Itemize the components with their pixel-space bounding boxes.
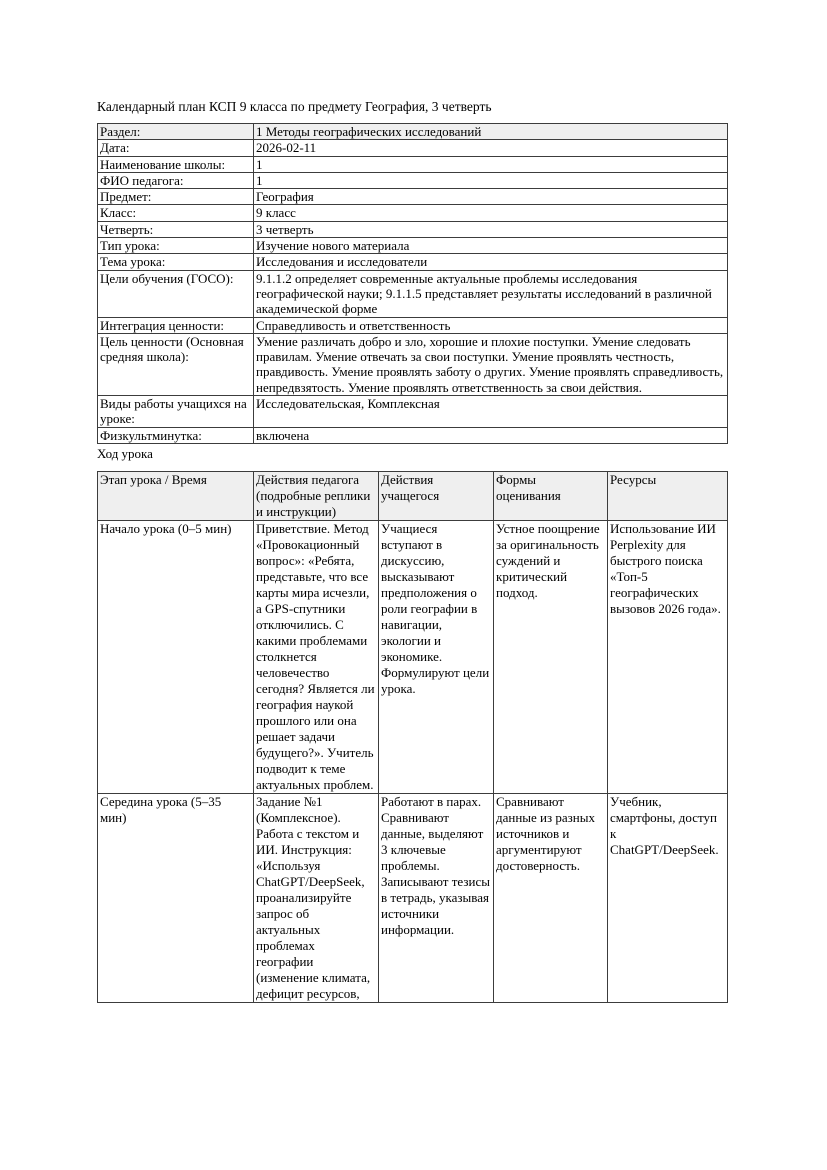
teacher-actions-cell: Приветствие. Метод «Провокационный вопрос»: «Ребята, представьте, что все карты мира исчезли, а GPS-спутники отключились. С какими проблемами столкнется человечество сегодня? Является ли география наукой прошлого или она решает задачи будущего?». Учитель подводит к теме актуальных проблем. <box>254 520 379 793</box>
col-stage-header: Этап урока / Время <box>98 471 254 520</box>
lesson-row-middle <box>98 793 728 1002</box>
info-row-phys-minute <box>98 427 728 443</box>
info-value-teacher-name: 1 <box>254 172 728 188</box>
stage-cell: Начало урока (0–5 мин) <box>98 520 254 793</box>
info-row-subject <box>98 189 728 205</box>
info-row-lesson-type <box>98 238 728 254</box>
info-value-phys-minute: включена <box>254 427 728 443</box>
lesson-flow-table <box>97 471 728 1003</box>
resources-cell: Учебник, смартфоны, доступ к ChatGPT/DeepSeek. <box>608 793 728 1002</box>
info-row-values-integration <box>98 317 728 333</box>
col-teacher-actions-header: Действия педагога (подробные реплики и инструкции) <box>254 471 379 520</box>
info-row-lesson-topic <box>98 254 728 270</box>
info-label-lesson-type: Тип урока: <box>98 238 254 254</box>
info-label-school: Наименование школы: <box>98 156 254 172</box>
document-page <box>97 100 727 1003</box>
lesson-info-table <box>97 123 728 444</box>
info-label-work-types: Виды работы учащихся на уроке: <box>98 396 254 428</box>
resources-cell: Использование ИИ Perplexity для быстрого поиска «Топ-5 географических вызовов 2026 года». <box>608 520 728 793</box>
info-value-values-goal: Умение различать добро и зло, хорошие и плохие поступки. Умение следовать правилам. Умение отвечать за свои поступки. Умение проявлять честность, правдивость. Умение проявлять заботу о других. Умение проявлять справедливость, непредвзятость. Умение проявлять ответственность за свои действия. <box>254 333 728 395</box>
assessment-cell: Сравнивают данные из разных источников и аргументируют достоверность. <box>494 793 608 1002</box>
info-label-class: Класс: <box>98 205 254 221</box>
lesson-header-row <box>98 471 728 520</box>
info-value-work-types: Исследовательская, Комплексная <box>254 396 728 428</box>
info-label-values-goal: Цель ценности (Основная средняя школа): <box>98 333 254 395</box>
info-row-objectives <box>98 270 728 317</box>
student-actions-cell: Учащиеся вступают в дискуссию, высказывают предположения о роли географии в навигации, экологии и экономике. Формулируют цели урока. <box>379 520 494 793</box>
lesson-row-start <box>98 520 728 793</box>
info-label-lesson-topic: Тема урока: <box>98 254 254 270</box>
info-value-objectives: 9.1.1.2 определяет современные актуальные проблемы исследования географической науки; 9.1.1.5 представляет результаты исследований в различной академической форме <box>254 270 728 317</box>
info-row-quarter <box>98 221 728 237</box>
info-value-lesson-type: Изучение нового материала <box>254 238 728 254</box>
info-label-quarter: Четверть: <box>98 221 254 237</box>
info-row-teacher-name <box>98 172 728 188</box>
assessment-cell: Устное поощрение за оригинальность суждений и критический подход. <box>494 520 608 793</box>
info-value-lesson-topic: Исследования и исследователи <box>254 254 728 270</box>
info-value-school: 1 <box>254 156 728 172</box>
info-row-work-types <box>98 396 728 428</box>
teacher-actions-cell: Задание №1 (Комплексное). Работа с текстом и ИИ. Инструкция: «Используя ChatGPT/DeepSeek, проанализируйте запрос об актуальных проблемах географии (изменение климата, дефицит ресурсов, <box>254 793 379 1002</box>
info-value-values-integration: Справедливость и ответственность <box>254 317 728 333</box>
info-value-class: 9 класс <box>254 205 728 221</box>
info-label-section: Раздел: <box>98 124 254 140</box>
student-actions-cell: Работают в парах. Сравнивают данные, выделяют 3 ключевые проблемы. Записывают тезисы в тетрадь, указывая источники информации. <box>379 793 494 1002</box>
info-row-school <box>98 156 728 172</box>
col-assessment-header: Формы оценивания <box>494 471 608 520</box>
info-row-values-goal <box>98 333 728 395</box>
info-value-quarter: 3 четверть <box>254 221 728 237</box>
info-label-date: Дата: <box>98 140 254 156</box>
page-title: Календарный план КСП 9 класса по предмету География, 3 четверть <box>97 99 492 114</box>
info-label-phys-minute: Физкультминутка: <box>98 427 254 443</box>
info-row-section <box>98 124 728 140</box>
info-label-teacher-name: ФИО педагога: <box>98 172 254 188</box>
col-resources-header: Ресурсы <box>608 471 728 520</box>
info-row-date <box>98 140 728 156</box>
info-label-objectives: Цели обучения (ГОСО): <box>98 270 254 317</box>
info-label-subject: Предмет: <box>98 189 254 205</box>
info-value-date: 2026-02-11 <box>254 140 728 156</box>
info-value-section: 1 Методы географических исследований <box>254 124 728 140</box>
col-student-actions-header: Действия учащегося <box>379 471 494 520</box>
lesson-flow-heading: Ход урока <box>97 445 153 461</box>
info-row-class <box>98 205 728 221</box>
info-label-values-integration: Интеграция ценности: <box>98 317 254 333</box>
info-value-subject: География <box>254 189 728 205</box>
stage-cell: Середина урока (5–35 мин) <box>98 793 254 1002</box>
